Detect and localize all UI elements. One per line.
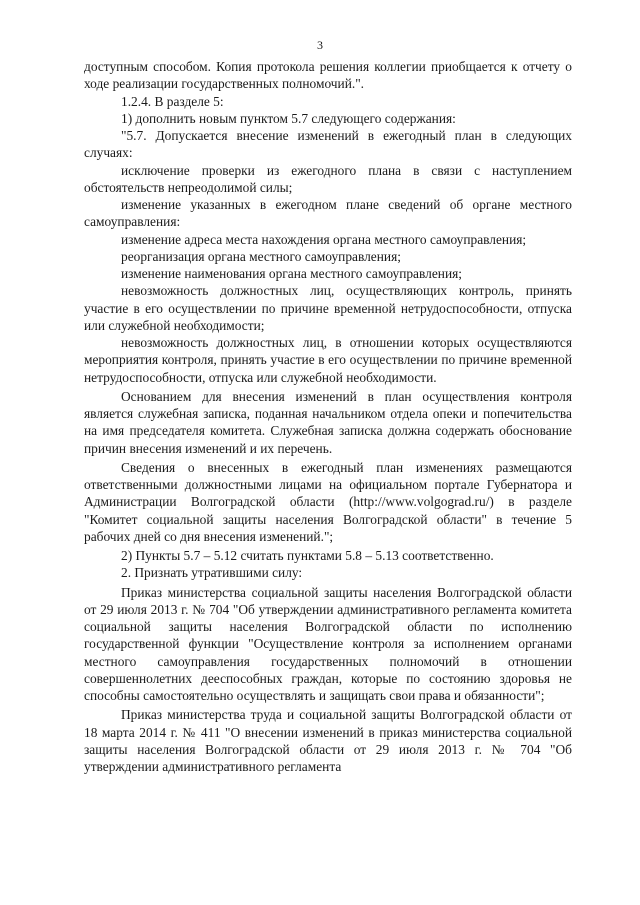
paragraph-case-rename: изменение наименования органа местного самоуправления; bbox=[121, 266, 462, 281]
page-number: 3 bbox=[317, 38, 323, 52]
paragraph-clause-5-7: "5.7. Допускается внесение изменений в ежегодный план в следующих случаях: bbox=[84, 128, 572, 161]
paragraph-publication-of-changes: Сведения о внесенных в ежегодный план изменениях размещаются ответственными должностными лицами на официальном портале Губернатора и Администрации Волгоградской области (http://www.volgograd.ru/) в разделе "Комитет социальной защиты населения Волгоградской области" в течение 5 рабочих дней со дня внесения изменений."; bbox=[84, 459, 572, 544]
document-body bbox=[84, 58, 572, 775]
paragraph-repealed-order-411: Приказ министерства труда и социальной защиты Волгоградской области от 18 марта 2014 г. № 411 "О внесении изменений в приказ министерства социальной защиты населения Волгоградской области от 29 июля 2013 г. № 704 "Об утверждении административного регламента bbox=[84, 707, 572, 774]
paragraph-case-inspectors-unavailable: невозможность должностных лиц, осуществляющих контроль, принять участие в его осуществлении по причине временной нетрудоспособности, отпуска или служебной необходимости; bbox=[84, 283, 572, 333]
paragraph-section-heading: 1.2.4. В разделе 5: bbox=[121, 93, 224, 109]
paragraph-case-inspected-unavailable: невозможность должностных лиц, в отношении которых осуществляются мероприятия контроля, принять участие в его осуществлении по причине временной нетрудоспособности, отпуска или служебной необходимости. bbox=[84, 335, 572, 385]
paragraph-repeal-heading: 2. Признать утратившими силу: bbox=[121, 565, 303, 581]
paragraph-case-address-change: изменение адреса места нахождения органа местного самоуправления; bbox=[121, 231, 527, 247]
paragraph-repealed-order-704: Приказ министерства социальной защиты населения Волгоградской области от 29 июля 2013 г. № 704 "Об утверждении административного регламента комитета социальной защиты населения Волгоградской области по исполнению государственной функции "Осуществление контроля за исполнением органами местного самоуправления государственных полномочий в отношении совершеннолетних дееспособных граждан, которые по состоянию здоровья не способны самостоятельно осуществлять и защищать свои права и обязанности"; bbox=[84, 584, 572, 703]
paragraph-case-force-majeure: исключение проверки из ежегодного плана в связи с наступлением обстоятельств непреодолимой силы; bbox=[84, 162, 572, 195]
paragraph-item-1: 1) дополнить новым пунктом 5.7 следующего содержания: bbox=[121, 110, 456, 126]
paragraph-case-info-change: изменение указанных в ежегодном плане сведений об органе местного самоуправления: bbox=[84, 197, 572, 230]
paragraph-basis-for-changes: Основанием для внесения изменений в план осуществления контроля является служебная записка, поданная начальником отдела опеки и попечительства на имя председателя комитета. Служебная записка должна содержать обоснование причин внесения изменений и их перечень. bbox=[84, 388, 572, 456]
paragraph-case-reorganization: реорганизация органа местного самоуправления; bbox=[121, 248, 401, 264]
paragraph-continuation: доступным способом. Копия протокола решения коллегии приобщается к отчету о ходе реализации государственных полномочий.". bbox=[84, 59, 572, 92]
paragraph-item-2-renumbering: 2) Пункты 5.7 – 5.12 считать пунктами 5.8 – 5.13 соответственно. bbox=[121, 548, 494, 563]
